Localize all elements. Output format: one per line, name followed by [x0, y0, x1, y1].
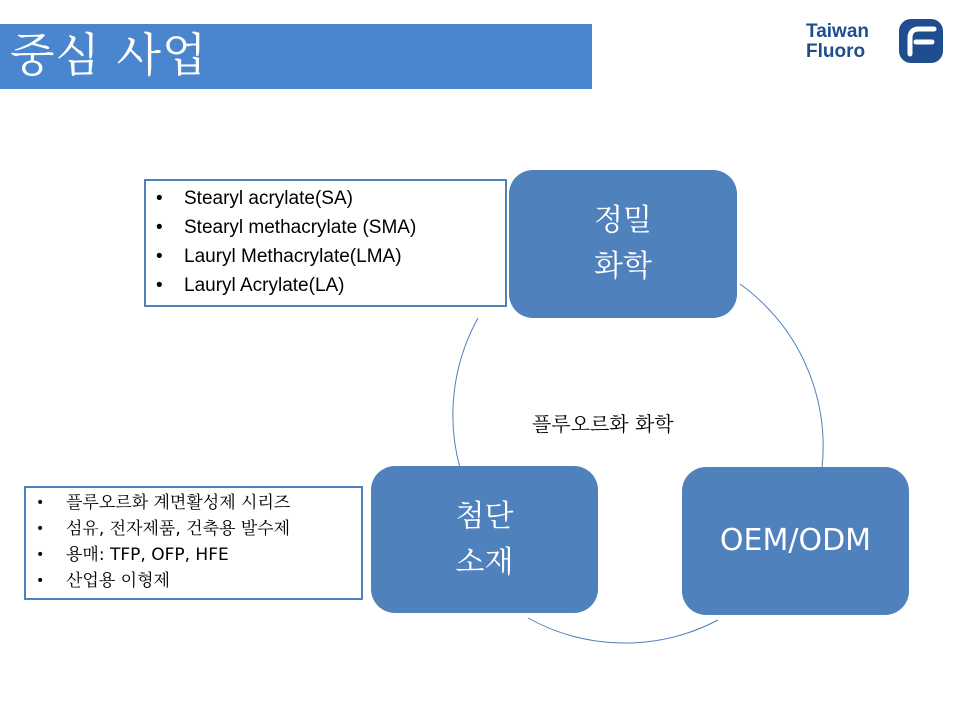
list-item: • Lauryl Methacrylate(LMA): [146, 242, 505, 271]
list-item: • 용매: TFP, OFP, HFE: [26, 542, 361, 568]
center-label: 플루오르화 화학: [532, 412, 674, 436]
list-item: • Stearyl methacrylate (SMA): [146, 213, 505, 242]
node-advanced-line2: 소재: [455, 544, 514, 580]
logo-text-line2: Fluoro: [806, 41, 866, 62]
node-precision-chemistry: [509, 170, 737, 318]
precision-products-box: [144, 179, 507, 307]
bullet-icon: •: [36, 547, 45, 563]
node-precision-line2: 화학: [594, 249, 652, 284]
node-advanced-materials: [371, 466, 598, 613]
list-item: • Lauryl Acrylate(LA): [146, 271, 505, 300]
bullet-icon: •: [156, 246, 163, 267]
bullet-icon: •: [156, 217, 163, 238]
node-oem-line1: OEM/ODM: [719, 523, 872, 558]
list-item: • 산업용 이형제: [26, 568, 361, 594]
bullet-icon: •: [36, 521, 45, 537]
logo-text-line1: Taiwan: [806, 21, 869, 42]
bullet-icon: •: [36, 495, 45, 511]
page-title: 중심 사업: [10, 28, 208, 82]
bullet-icon: •: [156, 188, 163, 209]
node-precision-line1: 정밀: [594, 203, 652, 238]
node-advanced-line1: 첨단: [455, 498, 514, 534]
list-item: • 플루오르화 계면활성제 시리즈: [26, 490, 361, 516]
bullet-icon: •: [36, 573, 45, 589]
materials-products-box: [24, 486, 363, 600]
list-item: • Stearyl acrylate(SA): [146, 184, 505, 213]
bullet-icon: •: [156, 275, 163, 296]
list-item: • 섬유, 전자제품, 건축용 발수제: [26, 516, 361, 542]
node-oem-odm: [682, 467, 909, 615]
